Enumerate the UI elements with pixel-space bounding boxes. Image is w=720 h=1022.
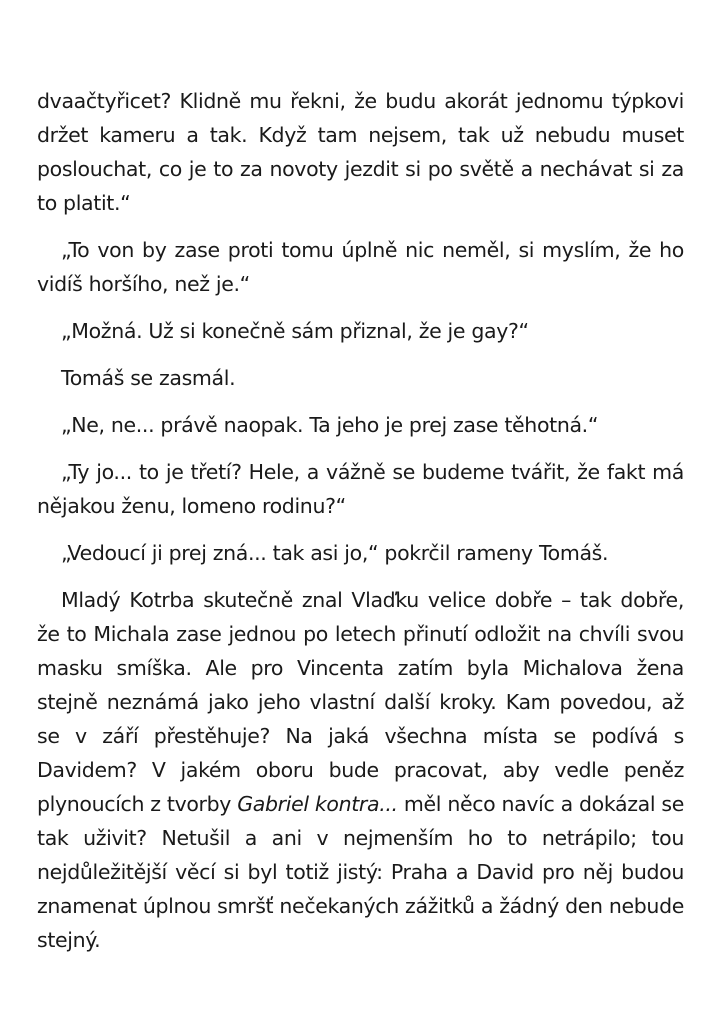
book-title-italic: Gabriel kontra... [237,792,398,816]
paragraph-6: „Ty jo... to je třetí? Hele, a vážně se budeme tvářit, že fakt má nějakou ženu, lomeno rodinu?“ [37,460,684,518]
paragraph-2: „To von by zase proti tomu úplně nic neměl, si myslím, že ho vidíš horšího, než je.“ [37,238,684,296]
paragraph-3: „Možná. Už si konečně sám přiznal, že je gay?“ [61,319,529,343]
paragraph-8 [37,583,684,957]
paragraph-7: „Vedoucí ji prej zná... tak asi jo,“ pokrčil rameny Tomáš. [61,541,609,565]
paragraph-5: „Ne, ne... právě naopak. Ta jeho je prej zase těhotná.“ [61,413,599,437]
paragraph-8-text-end: měl něco navíc a dokázal se tak uživit? Netušil a ani v nejmenším ho to netrápilo; tou nejdůležitější věcí si byl totiž jistý: Praha a David pro něj budou znamenat úplnou smršť nečekaných zážitků a žádný den nebude stejný. [37,792,684,952]
paragraph-1: dvaačtyřicet? Klidně mu řekni, že budu akorát jednomu týpkovi držet kameru a tak. Když tam nejsem, tak už nebudu muset poslouchat, co je to za novoty jezdit si po světě a nechávat si za to platit.“ [37,89,684,215]
paragraph-8-text-start: Mladý Kotrba skutečně znal Vlaďku velice dobře – tak dobře, že to Michala zase jednou po letech přinutí odložit na chvíli svou masku smíška. Ale pro Vincenta zatím byla Michalova žena stejně neznámá jako jeho vlastní další kroky. Kam povedou, až se v září přestěhuje? Na jaká všechna místa se podívá s Davidem? V jakém oboru bude pracovat, aby vedle peněz plynoucích z tvorby [37,588,684,816]
paragraph-4: Tomáš se zasmál. [61,366,236,390]
book-page [37,84,684,957]
